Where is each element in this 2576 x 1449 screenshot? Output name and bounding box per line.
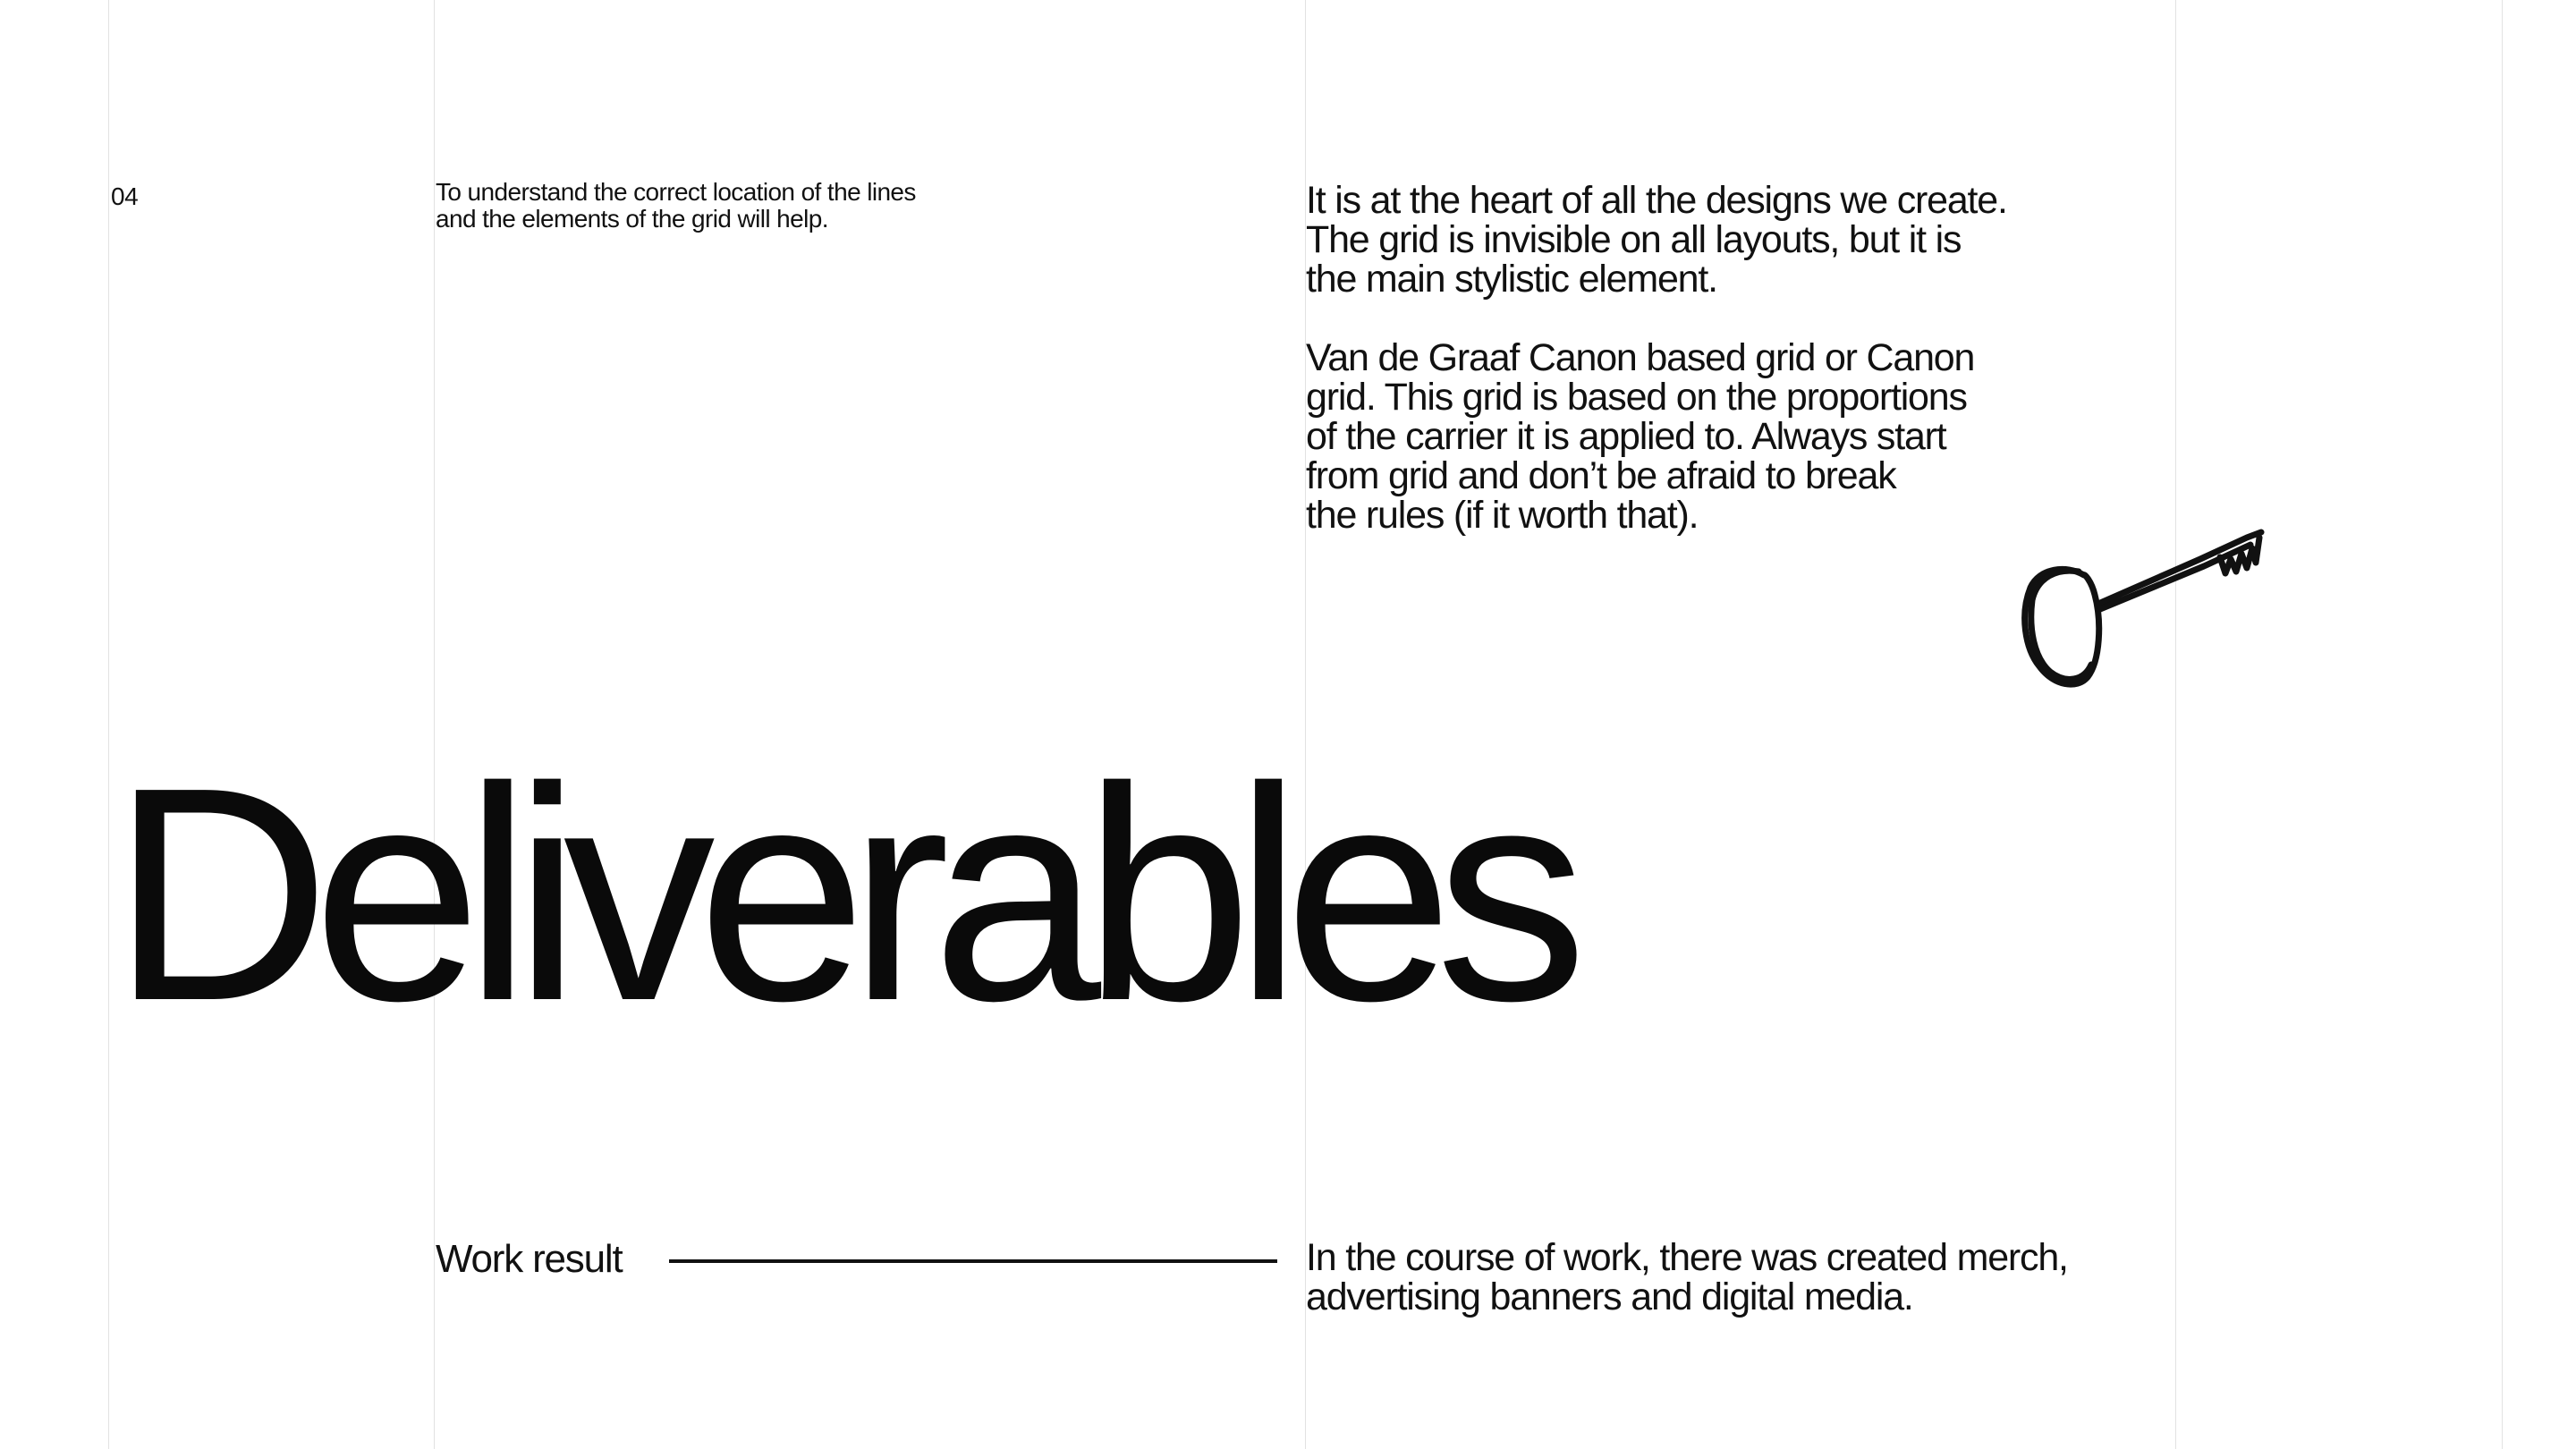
hand-drawn-key-icon — [2012, 514, 2281, 707]
work-result-label: Work result — [436, 1237, 623, 1281]
grid-line — [2502, 0, 2503, 1449]
grid-line — [108, 0, 109, 1449]
work-result-description: In the course of work, there was created merch, advertising banners and digital media. — [1306, 1236, 2068, 1318]
intro-note: To understand the correct location of the lines and the elements of the grid will help. — [436, 178, 916, 233]
body-paragraph-canon-grid: Van de Graaf Canon based grid or Canon grid. This grid is based on the proportions of the carrier it is applied to. Always start from grid and don’t be afraid to break the rules (if it worth that). — [1306, 336, 1975, 537]
page-number: 04 — [111, 182, 139, 210]
body-paragraph-grid-heart: It is at the heart of all the designs we create. The grid is invisible on all layouts, but it is the main stylistic element. — [1306, 179, 2007, 301]
grid-line — [2175, 0, 2176, 1449]
work-result-divider — [669, 1259, 1277, 1263]
page-title: Deliverables — [111, 724, 1570, 1064]
